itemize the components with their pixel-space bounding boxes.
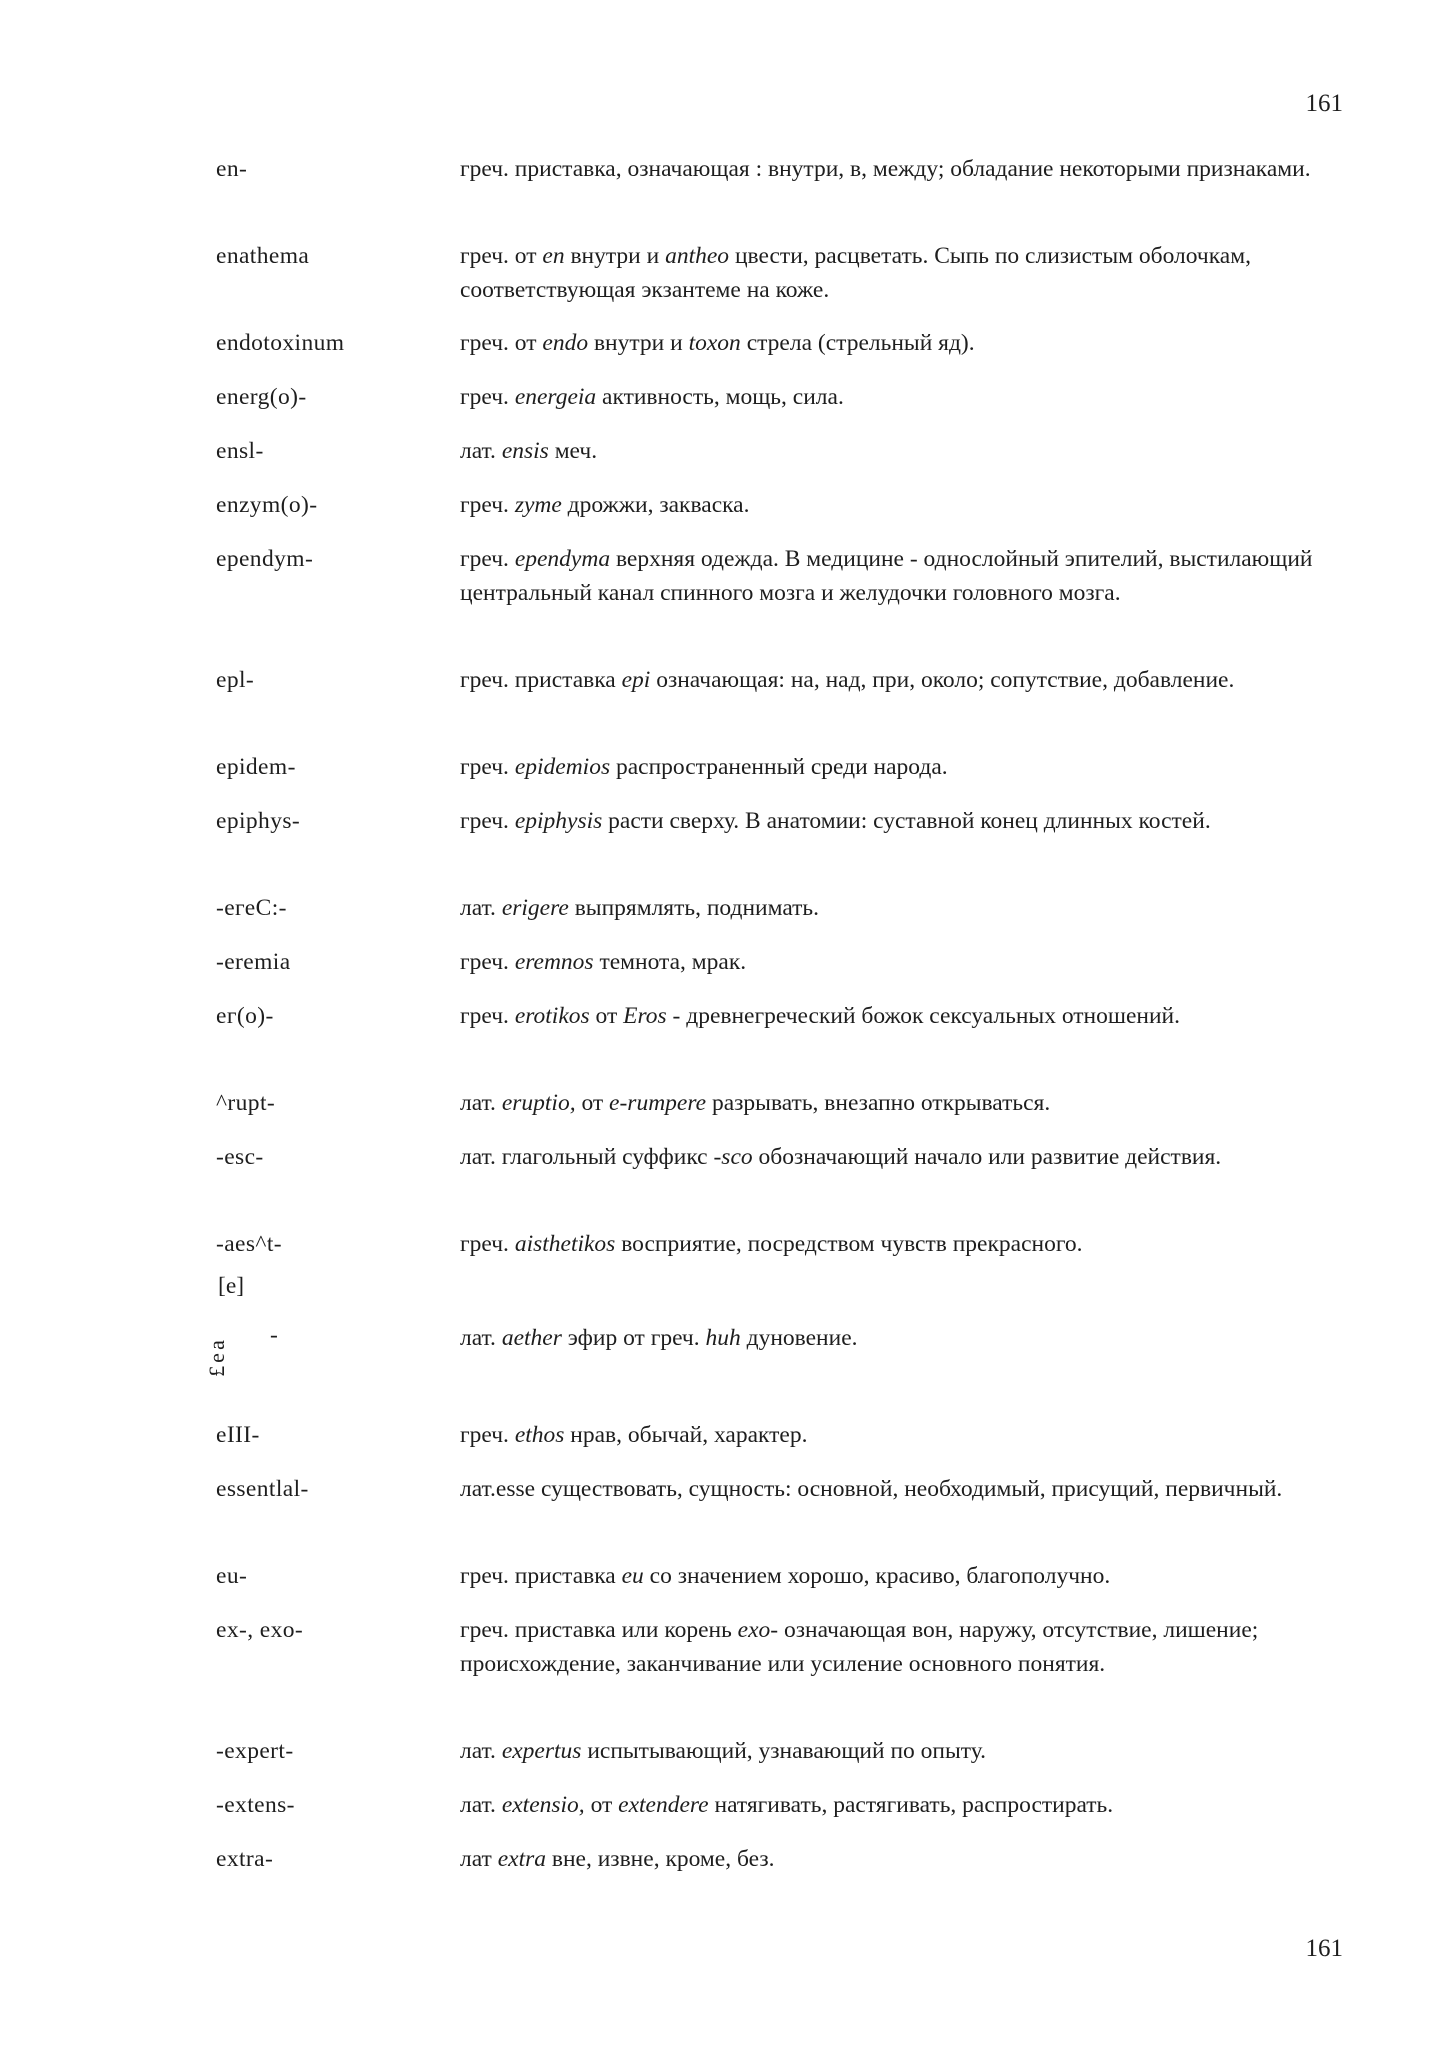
entry-term: en- xyxy=(216,156,248,182)
entry-definition xyxy=(460,1788,1340,1822)
definition-italic-segment: erigere xyxy=(501,895,569,921)
definition-italic-segment: extensio, xyxy=(501,1792,585,1818)
rotated-term-dash: - xyxy=(270,1322,278,1348)
definition-segment: греч. xyxy=(460,1231,515,1257)
definition-italic-segment: antheo xyxy=(665,243,730,269)
entry-term: -eremia xyxy=(216,949,291,975)
definition-italic-segment: extra xyxy=(497,1846,546,1872)
definition-segment: темнота, мрак. xyxy=(593,949,747,975)
entry-term: essentlal- xyxy=(216,1476,309,1502)
definition-italic-segment: e-rumpere xyxy=(609,1090,707,1116)
definition-segment: выпрямлять, поднимать. xyxy=(568,895,820,921)
definition-segment: натягивать, растягивать, распростирать. xyxy=(708,1792,1114,1818)
definition-segment: лат. xyxy=(460,1792,502,1818)
definition-segment: внутри и xyxy=(564,243,666,269)
definition-segment: разрывать, внезапно открываться. xyxy=(706,1090,1051,1116)
entry-term: ependym- xyxy=(216,546,314,572)
entry-term: ex-, exo- xyxy=(216,1617,304,1643)
entry-definition xyxy=(460,891,1340,925)
entry-term: endotoxinum xyxy=(216,330,345,356)
definition-segment: верхняя одежда. В медицине - однослойный эпителий, выстилающий центральный канал спинного мозга и желудочки головного мозга. xyxy=(460,546,1313,606)
definition-italic-segment: eu xyxy=(621,1563,644,1589)
definition-segment: греч. xyxy=(460,492,515,518)
rotated-term xyxy=(197,1332,237,1388)
definition-segment: греч. xyxy=(460,1422,515,1448)
entry-definition xyxy=(460,1321,1340,1355)
definition-italic-segment: epidemios xyxy=(514,754,611,780)
definition-segment: лат. xyxy=(460,1090,502,1116)
definition-italic-segment: extendere xyxy=(618,1792,709,1818)
entry-definition xyxy=(460,1842,1340,1876)
entry-term: energ(o)- xyxy=(216,384,307,410)
entry-definition xyxy=(460,239,1340,307)
entry-term: eu- xyxy=(216,1563,248,1589)
definition-segment: греч. приставка, означающая : внутри, в, между; обладание некоторыми признаками. xyxy=(460,156,1311,182)
definition-segment: эфир от греч. xyxy=(561,1325,706,1351)
entry-definition xyxy=(460,1472,1340,1506)
entry-definition xyxy=(460,542,1340,610)
definition-segment: греч. xyxy=(460,808,515,834)
entry-term: eIII- xyxy=(216,1422,260,1448)
entry-definition xyxy=(460,326,1340,360)
definition-italic-segment: toxon xyxy=(688,330,741,356)
definition-italic-segment: Eros xyxy=(623,1003,667,1029)
definition-segment: лат. глагольный суффикс xyxy=(460,1144,714,1170)
definition-segment: греч. приставка или корень xyxy=(460,1617,738,1643)
stray-bracket-label: [e] xyxy=(218,1273,245,1299)
definition-segment: активность, мощь, сила. xyxy=(596,384,844,410)
definition-italic-segment: expertus xyxy=(501,1738,582,1764)
entry-definition xyxy=(460,152,1340,186)
entry-term: -expert- xyxy=(216,1738,294,1764)
definition-italic-segment: zyme xyxy=(514,492,562,518)
entry-definition xyxy=(460,1227,1340,1261)
entry-term: -егеС:- xyxy=(216,895,287,921)
entry-term: ^rupt- xyxy=(216,1090,276,1116)
definition-italic-segment: eremnos xyxy=(514,949,594,975)
definition-italic-segment: ependyma xyxy=(514,546,611,572)
entry-definition xyxy=(460,1734,1340,1768)
definition-segment: означающая: на, над, при, около; сопутствие, добавление. xyxy=(650,667,1235,693)
entry-definition xyxy=(460,1086,1340,1120)
entry-definition xyxy=(460,488,1340,522)
definition-segment: лат. xyxy=(460,438,502,464)
definition-segment: расти сверху. В анатомии: суставной конец длинных костей. xyxy=(602,808,1211,834)
definition-segment: лат. xyxy=(460,1738,502,1764)
definition-segment: - древнегреческий божок сексуальных отношений. xyxy=(666,1003,1181,1029)
entry-term: epidem- xyxy=(216,754,296,780)
definition-italic-segment: ethos xyxy=(514,1422,565,1448)
page-number-bottom: 161 xyxy=(1305,1935,1343,1962)
entry-definition xyxy=(460,663,1340,697)
definition-segment: греч. xyxy=(460,949,515,975)
definition-segment: меч. xyxy=(548,438,598,464)
definition-segment: греч. приставка xyxy=(460,1563,622,1589)
definition-segment: со значением хорошо, красиво, благополучно. xyxy=(643,1563,1111,1589)
entry-definition xyxy=(460,1418,1340,1452)
definition-italic-segment: energeia xyxy=(514,384,597,410)
definition-segment: обозначающий начало или развитие действия. xyxy=(752,1144,1222,1170)
definition-segment: от xyxy=(589,1003,624,1029)
entry-term: epl- xyxy=(216,667,255,693)
definition-segment: восприятие, посредством чувств прекрасного. xyxy=(615,1231,1083,1257)
definition-segment: дуновение. xyxy=(740,1325,858,1351)
entry-definition xyxy=(460,1559,1340,1593)
entry-definition xyxy=(460,1140,1340,1174)
definition-segment: от xyxy=(584,1792,619,1818)
entry-term: -esc- xyxy=(216,1144,264,1170)
entry-definition xyxy=(460,945,1340,979)
definition-italic-segment: exo- xyxy=(737,1617,779,1643)
entry-definition xyxy=(460,434,1340,468)
definition-italic-segment: epi xyxy=(621,667,651,693)
definition-italic-segment: epiphysis xyxy=(514,808,603,834)
entry-term: enathema xyxy=(216,243,310,269)
definition-segment: греч. от xyxy=(460,243,543,269)
definition-segment: цвести, расцветать. Сыпь по слизистым оболочкам, соответствующая экзантеме на коже. xyxy=(460,243,1251,303)
entry-term: -extens- xyxy=(216,1792,295,1818)
definition-segment: испытывающий, узнавающий по опыту. xyxy=(581,1738,986,1764)
entry-definition xyxy=(460,380,1340,414)
definition-segment: внутри и xyxy=(588,330,689,356)
definition-italic-segment: eruptio, xyxy=(501,1090,576,1116)
page-number-top: 161 xyxy=(1305,90,1343,117)
definition-italic-segment: en xyxy=(542,243,565,269)
definition-segment: греч. xyxy=(460,1003,515,1029)
definition-segment: распространенный среди народа. xyxy=(610,754,948,780)
definition-segment: лат xyxy=(460,1846,498,1872)
entry-term: extra- xyxy=(216,1846,274,1872)
definition-segment: от xyxy=(575,1090,610,1116)
definition-italic-segment: huh xyxy=(705,1325,741,1351)
definition-italic-segment: aisthetikos xyxy=(514,1231,616,1257)
rotated-term-text: £еа xyxy=(203,1337,229,1377)
entry-definition xyxy=(460,804,1340,838)
entry-term: epiphys- xyxy=(216,808,301,834)
definition-segment: греч. xyxy=(460,754,515,780)
definition-segment: стрела (стрельный яд). xyxy=(740,330,975,356)
entry-term: -aes^t- xyxy=(216,1231,283,1257)
definition-italic-segment: erotikos xyxy=(514,1003,590,1029)
definition-italic-segment: -sco xyxy=(713,1144,753,1170)
definition-segment: лат. xyxy=(460,895,502,921)
definition-segment: вне, извне, кроме, без. xyxy=(546,1846,775,1872)
entry-term: ensl- xyxy=(216,438,264,464)
definition-italic-segment: aether xyxy=(501,1325,562,1351)
entry-definition xyxy=(460,750,1340,784)
entry-definition xyxy=(460,1613,1340,1681)
entry-term: ег(о)- xyxy=(216,1003,274,1029)
definition-segment: лат. xyxy=(460,1325,502,1351)
definition-italic-segment: endo xyxy=(542,330,589,356)
definition-segment: нрав, обычай, характер. xyxy=(564,1422,808,1448)
definition-segment: лат.esse существовать, сущность: основной, необходимый, присущий, первичный. xyxy=(460,1476,1283,1502)
entry-definition xyxy=(460,999,1340,1033)
definition-segment: означающая вон, наружу, отсутствие, лишение; происхождение, заканчивание или усиление основного понятия. xyxy=(460,1617,1259,1677)
definition-segment: греч. приставка xyxy=(460,667,622,693)
definition-segment: греч. от xyxy=(460,330,543,356)
definition-segment: греч. xyxy=(460,384,515,410)
definition-segment: греч. xyxy=(460,546,515,572)
entry-term: enzym(o)- xyxy=(216,492,318,518)
definition-segment: дрожжи, закваска. xyxy=(561,492,750,518)
definition-italic-segment: ensis xyxy=(501,438,549,464)
